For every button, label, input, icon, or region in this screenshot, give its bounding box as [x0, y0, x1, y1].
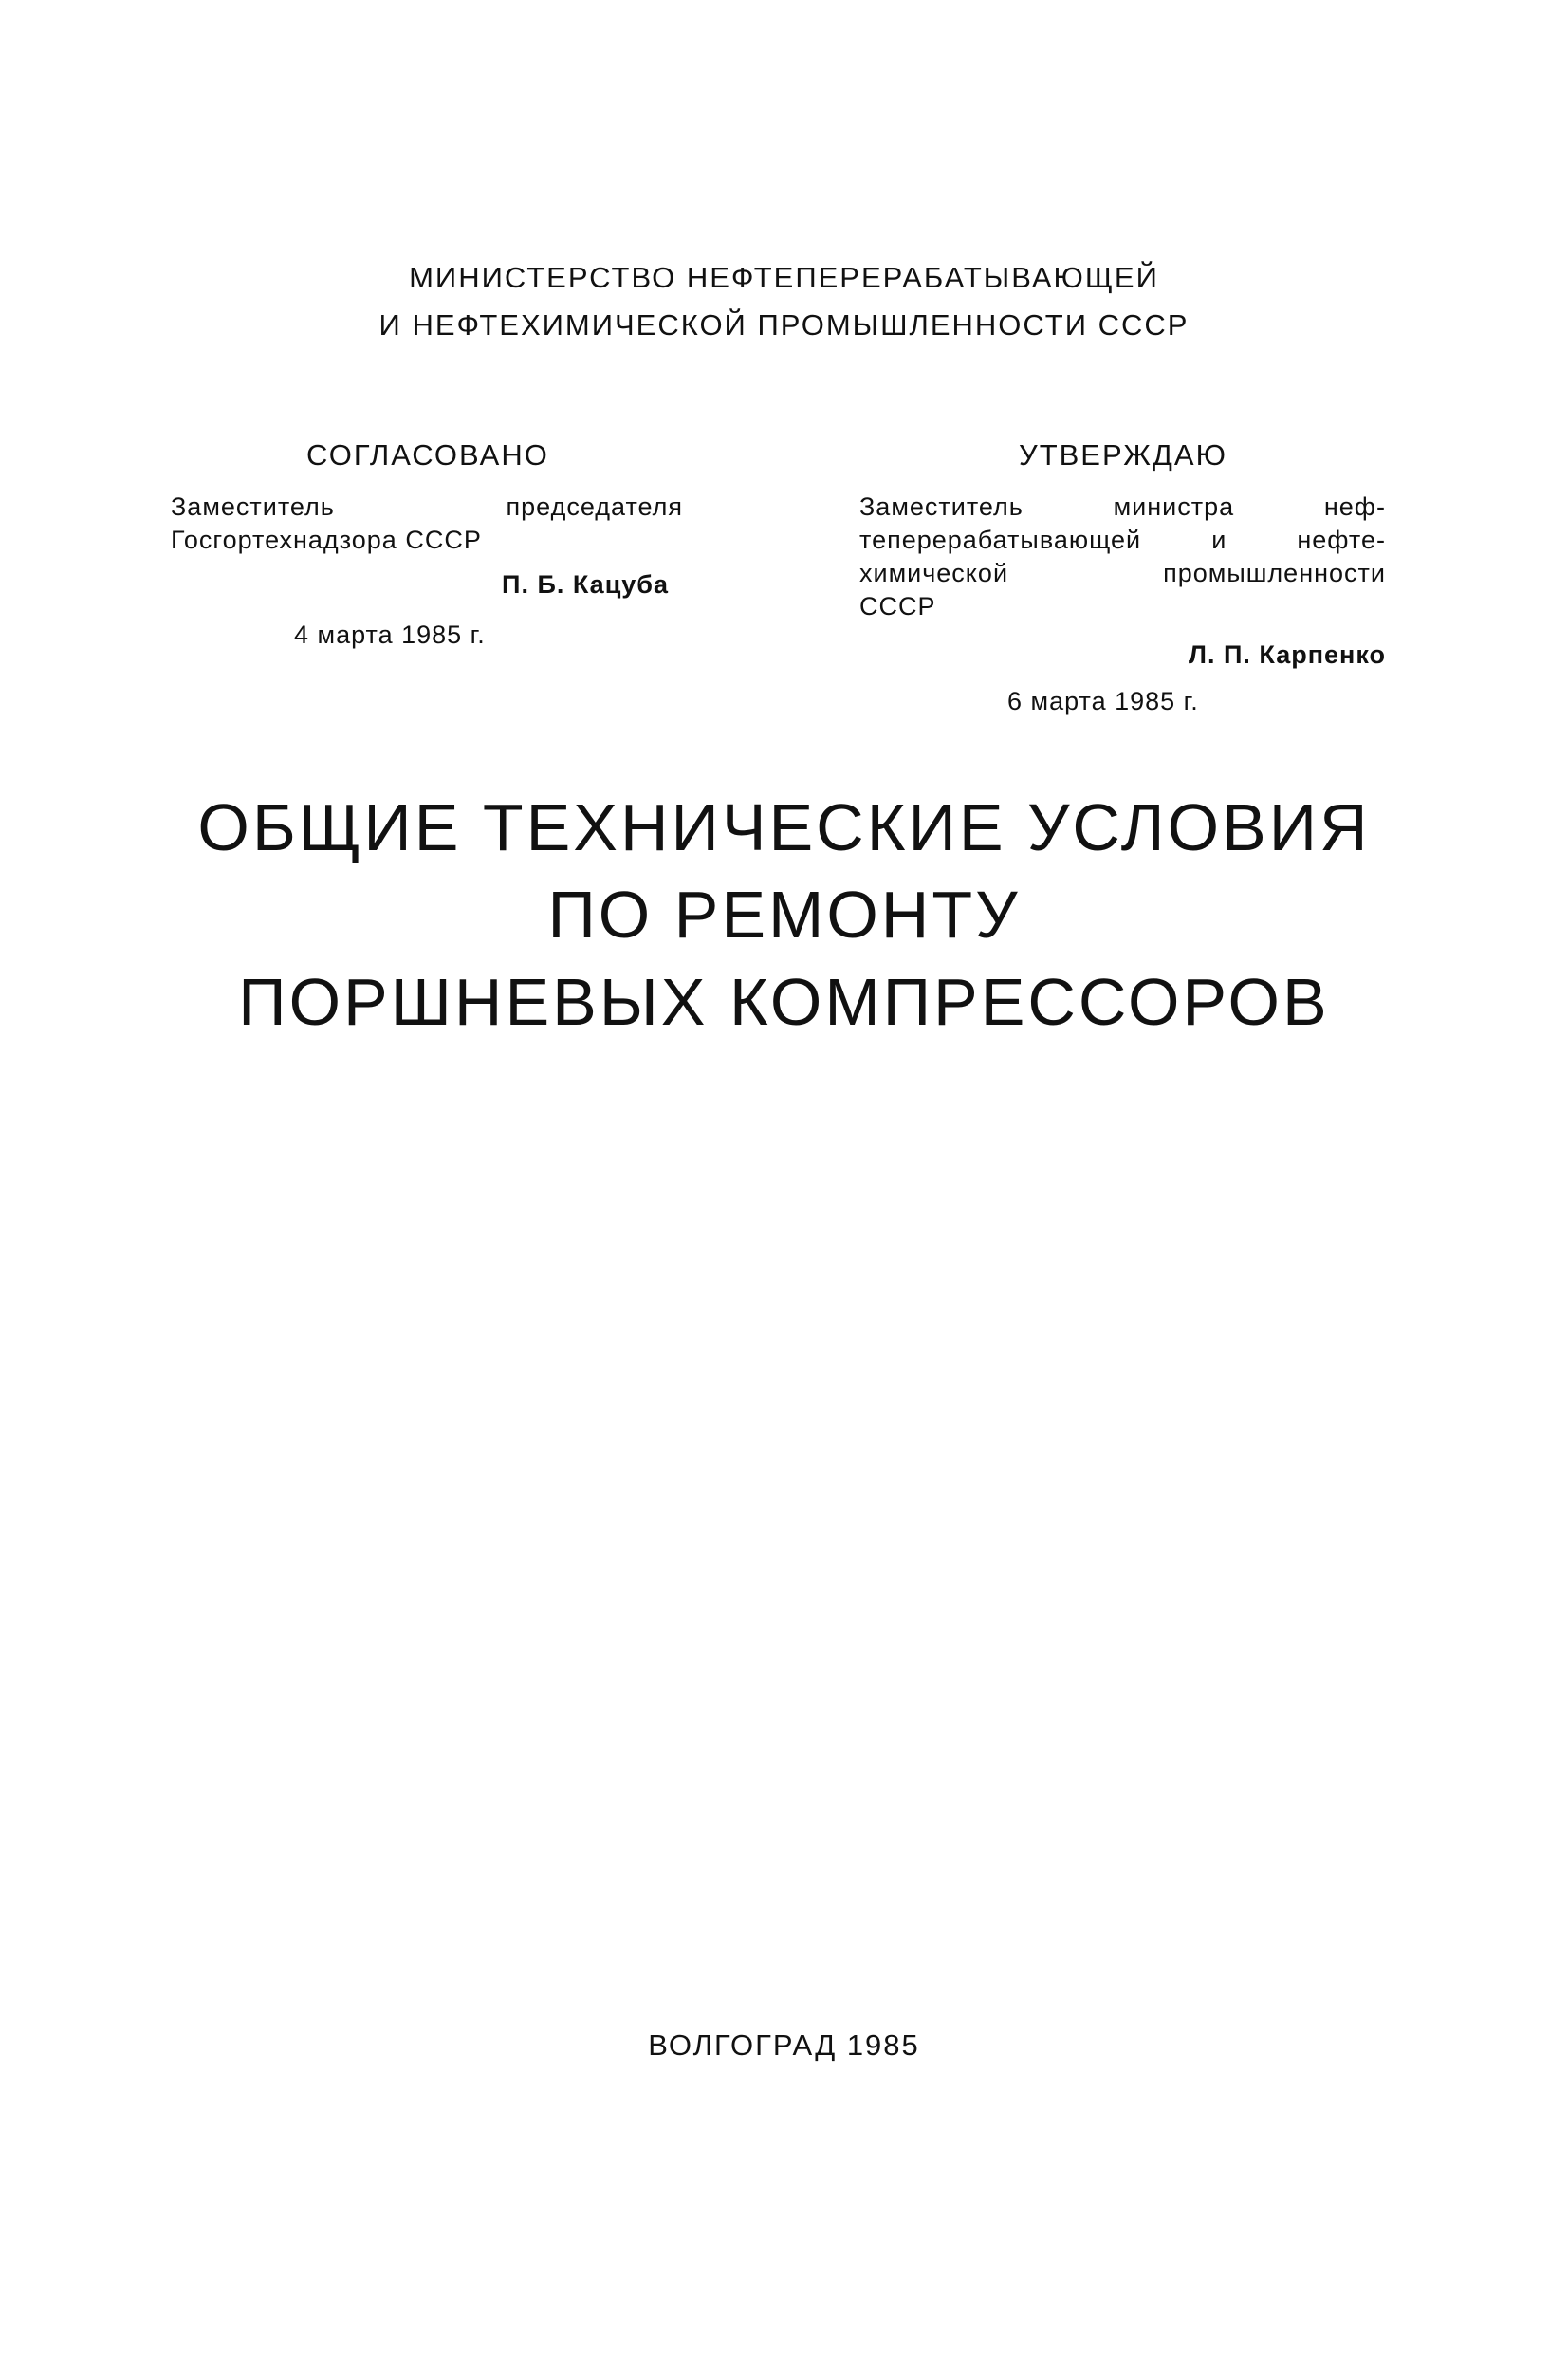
ministry-header	[0, 254, 1568, 349]
approved-block	[859, 438, 1386, 718]
approved-signer: Л. П. Карпенко	[1189, 640, 1386, 669]
approved-position-line-3: химической промышленности	[859, 559, 1386, 587]
approved-date: 6 марта 1985 г.	[1007, 687, 1199, 715]
title-line-3: ПОРШНЕВЫХ КОМПРЕССОРОВ	[238, 965, 1330, 1039]
approved-heading: УТВЕРЖДАЮ	[1019, 438, 1227, 472]
agreed-heading: СОГЛАСОВАНО	[306, 438, 549, 472]
agreed-date: 4 марта 1985 г.	[294, 621, 486, 649]
imprint-footer: ВОЛГОГРАД 1985	[648, 2029, 920, 2062]
agreed-signer: П. Б. Кацуба	[502, 570, 669, 599]
agreed-position-line-2: Госгортехнадзора СССР	[171, 526, 482, 554]
ministry-line-1: МИНИСТЕРСТВО НЕФТЕПЕРЕРАБАТЫВАЮЩЕЙ	[409, 261, 1159, 294]
title-line-2: ПО РЕМОНТУ	[547, 878, 1021, 952]
document-title	[0, 784, 1568, 1046]
approved-position-line-4: СССР	[859, 592, 936, 621]
title-line-1: ОБЩИЕ ТЕХНИЧЕСКИЕ УСЛОВИЯ	[197, 790, 1371, 864]
ministry-line-2: И НЕФТЕХИМИЧЕСКОЙ ПРОМЫШЛЕННОСТИ СССР	[378, 308, 1190, 342]
agreed-block	[171, 438, 683, 652]
agreed-position-line-1: Заместитель председателя	[171, 492, 683, 521]
approved-position-line-1: Заместитель министра неф-	[859, 492, 1386, 521]
approved-position-line-2: теперерабатывающей и нефте-	[859, 526, 1386, 554]
